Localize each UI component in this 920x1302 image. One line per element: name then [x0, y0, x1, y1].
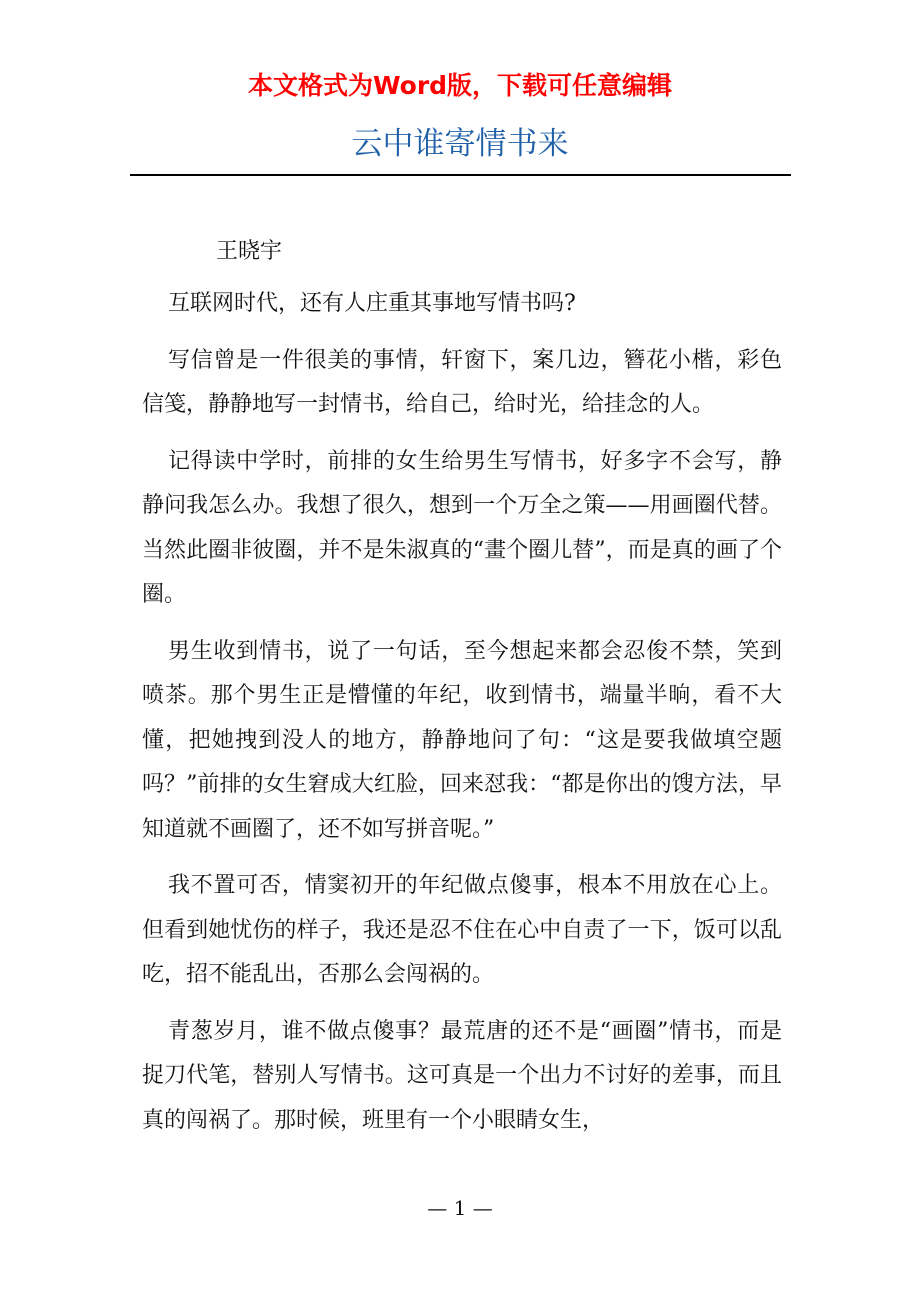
paragraph: 青葱岁月，谁不做点傻事？最荒唐的还不是“画圈”情书，而是捉刀代笔，替别人写情书。这可真是一个出力不讨好的差事，而且真的闯祸了。那时候，班里有一个小眼睛女生，: [142, 1018, 782, 1133]
title-divider: [130, 174, 791, 176]
paragraph: 互联网时代，还有人庄重其事地写情书吗?: [168, 291, 576, 316]
paragraph: 男生收到情书，说了一句话，至今想起来都会忍俊不禁，笑到喷茶。那个男生正是懵懂的年纪，收到情书，端量半晌，看不大懂，把她拽到没人的地方，静静地问了句：“这是要我做填空题吗？”前排的女生窘成大红脸，回来怼我：“都是你出的馊方法，早知道就不画圈了，还不如写拼音呢。”: [142, 638, 782, 842]
page-number: — 1 —: [427, 1196, 493, 1220]
paragraph: 写信曾是一件很美的事情，轩窗下，案几边，簪花小楷，彩色信笺，静静地写一封情书，给自己，给时光，给挂念的人。: [142, 347, 782, 417]
author-name: 王晓宇: [216, 239, 283, 264]
format-notice-banner: 本文格式为Word版，下载可任意编辑: [247, 71, 673, 100]
paragraph: 记得读中学时，前排的女生给男生写情书，好多字不会写，静静问我怎么办。我想了很久，想到一个万全之策——用画圈代替。当然此圈非彼圈，并不是朱淑真的“畫个圈儿替”，而是真的画了个圈。: [142, 448, 782, 607]
paragraph: 我不置可否，情窦初开的年纪做点傻事，根本不用放在心上。但看到她忧伤的样子，我还是忍不住在心中自责了一下，饭可以乱吃，招不能乱出，否那么会闯祸的。: [142, 873, 782, 987]
article-body: [142, 230, 782, 1143]
article-title: 云中谁寄情书来: [351, 126, 569, 162]
